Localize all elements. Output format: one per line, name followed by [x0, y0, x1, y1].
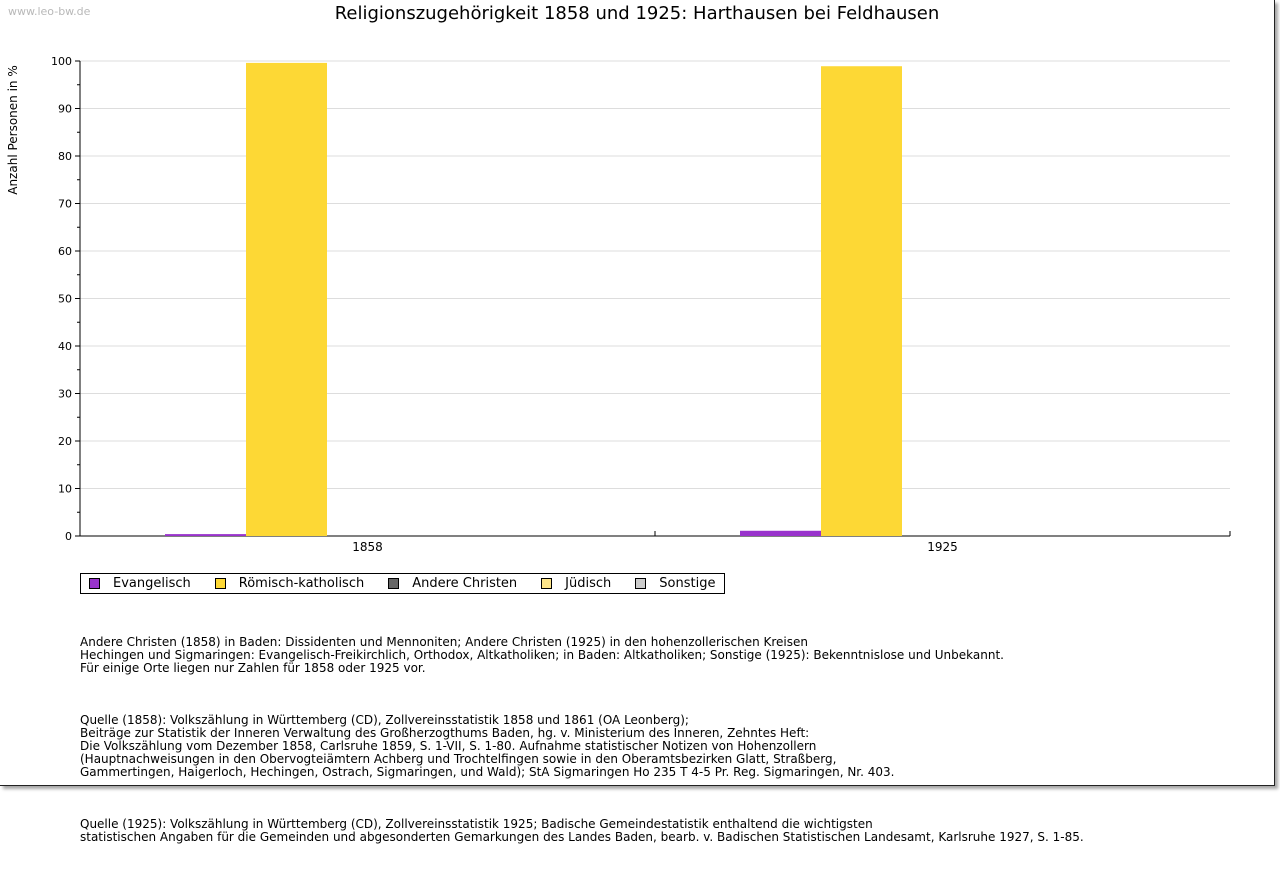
- x-tick-label: 1925: [927, 540, 958, 554]
- y-tick-label: 30: [58, 387, 72, 401]
- y-tick-label: 20: [58, 435, 72, 448]
- legend-swatch: [388, 578, 399, 589]
- chart-title: Religionszugehörigkeit 1858 und 1925: Harthausen bei Feldhausen: [334, 3, 940, 24]
- bar-r-misch-katholisch-1925: [821, 66, 902, 536]
- legend-swatch: [89, 578, 100, 589]
- y-tick-label: 70: [58, 197, 72, 211]
- y-tick-label: 40: [58, 340, 72, 353]
- legend-swatch: [215, 578, 226, 589]
- legend-label: Andere Christen: [412, 576, 518, 591]
- legend-label: Sonstige: [659, 576, 716, 591]
- legend-label: Jüdisch: [565, 576, 612, 591]
- legend-swatch: [635, 578, 646, 589]
- bar-evangelisch-1925: [740, 531, 821, 536]
- y-tick-label: 0: [65, 530, 72, 543]
- y-tick-label: 90: [58, 102, 72, 116]
- y-tick-label: 50: [58, 292, 72, 306]
- bar-r-misch-katholisch-1858: [246, 63, 327, 536]
- legend-swatch: [541, 578, 552, 589]
- legend-label: Evangelisch: [113, 576, 191, 591]
- x-tick-label: 1858: [352, 540, 383, 554]
- y-tick-label: 100: [51, 55, 72, 68]
- legend-item: [635, 576, 715, 591]
- y-tick-label: 80: [58, 150, 72, 163]
- notes: [80, 610, 1084, 870]
- legend-label: Römisch-katholisch: [238, 576, 365, 591]
- legend: [80, 573, 725, 594]
- y-tick-label: 10: [58, 482, 72, 496]
- y-tick-label: 60: [58, 245, 72, 258]
- note-source-1858: Quelle (1858): Volkszählung in Württemberg (CD), Zollvereinsstatistik 1858 und 1861 (OA Leonberg); Beiträge zur Statistik der Inneren Verwaltung des Großherzogthums Baden, hg. v. Ministerium des Inneren, Zehntes Heft: Die Volkszählung vom Dezember 1858, Carlsruhe 1859, S. 1-VII, S. 1-80. Aufnahme statistischer Notizen von Hohenzollern (Hauptnachweisungen in den Obervogteiämtern Achberg und Trochtelfingen sowie in den Oberamtsbezirken Glatt, Straßberg, Gammertingen, Haigerloch, Hechingen, Ostrach, Sigmaringen, und Wald); StA Sigmaringen Ho 235 T 4-5 Pr. Reg. Sigmaringen, Nr. 403.: [80, 713, 895, 779]
- watermark: www.leo-bw.de: [8, 5, 91, 18]
- legend-item: [89, 576, 191, 591]
- legend-item: [388, 576, 517, 591]
- bar-evangelisch-1858: [165, 534, 246, 536]
- note-definitions: Andere Christen (1858) in Baden: Dissidenten und Mennoniten; Andere Christen (1925) in den hohenzollerischen Kreisen Hechingen und Sigmaringen: Evangelisch-Freikirchlich, Orthodox, Altkatholiken; in Baden: Altkatholiken; Sonstige (1925): Bekenntnislose und Unbekannt. Für einige Orte liegen nur Zahlen für 1858 oder 1925 vor.: [80, 635, 1004, 675]
- note-source-1925: Quelle (1925): Volkszählung in Württemberg (CD), Zollvereinsstatistik 1925; Badische Gemeindestatistik enthaltend die wichtigsten statistischen Angaben für die Gemeinden und abgesonderten Gemarkungen des Landes Baden, bearb. v. Badischen Statistischen Landesamt, Karlsruhe 1927, S. 1-85.: [80, 817, 1084, 844]
- y-axis-label: Anzahl Personen in %: [6, 65, 20, 195]
- legend-item: [215, 576, 364, 591]
- legend-item: [541, 576, 611, 591]
